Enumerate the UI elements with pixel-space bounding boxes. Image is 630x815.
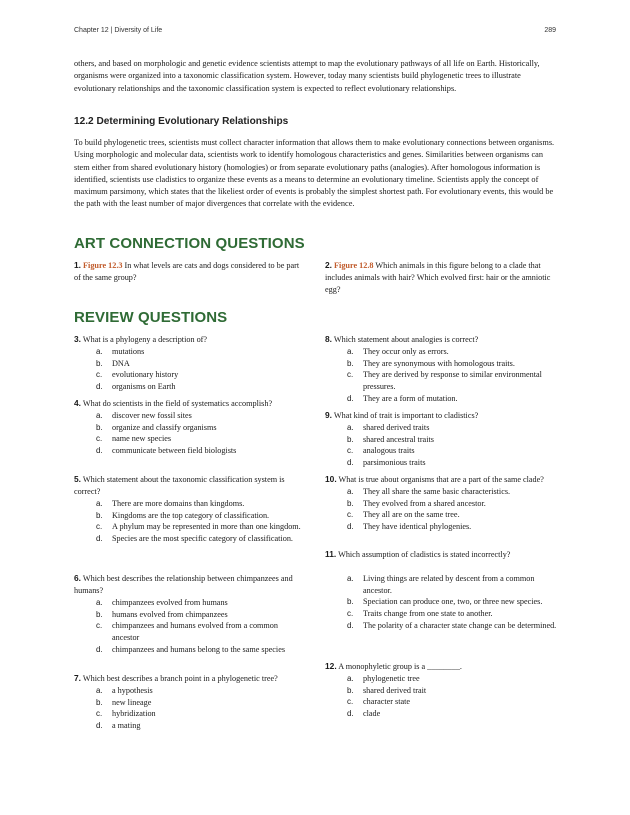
review-question <box>325 409 557 469</box>
answer-option <box>347 422 557 434</box>
option-letter: d. <box>347 393 354 403</box>
question-text: Which statement about analogies is correct? <box>332 335 479 344</box>
option-letter: d. <box>347 620 354 630</box>
section-title: 12.2 Determining Evolutionary Relationships <box>74 116 289 127</box>
option-letter: d. <box>347 522 354 532</box>
option-text: A phylum may be represented in more than one kingdom. <box>112 522 301 532</box>
answer-options <box>74 346 306 393</box>
answer-option <box>347 358 557 370</box>
question-number: 8. <box>325 334 332 344</box>
answer-option <box>96 422 306 434</box>
question-number: 1. <box>74 260 81 270</box>
option-letter: a. <box>347 674 354 683</box>
option-letter: b. <box>347 434 354 444</box>
review-heading-block <box>74 309 556 326</box>
option-text: They all share the same basic characteristics. <box>363 487 511 496</box>
option-letter: b. <box>96 697 103 707</box>
review-question <box>74 572 306 656</box>
question-text: What is a phylogeny a description of? <box>81 335 208 344</box>
option-letter: a. <box>96 347 103 356</box>
option-text: They have identical phylogenies. <box>363 522 472 532</box>
option-text: DNA <box>112 358 130 368</box>
intro-paragraph-block <box>74 58 556 95</box>
answer-option <box>96 410 306 422</box>
answer-option <box>347 685 557 697</box>
option-text: They are a form of mutation. <box>363 393 458 403</box>
question-text: What do scientists in the field of systematics accomplish? <box>81 399 273 408</box>
answer-option <box>347 708 557 720</box>
question-number: 4. <box>74 398 81 408</box>
option-text: phylogenetic tree <box>363 674 420 683</box>
question-number: 12. <box>325 661 337 671</box>
option-text: humans evolved from chimpanzees <box>112 609 228 619</box>
section-12-2-body <box>74 137 556 211</box>
option-letter: b. <box>347 358 354 368</box>
answer-option <box>347 673 557 685</box>
section-paragraph: To build phylogenetic trees, scientists must collect character information that allows them to make evolutionary connections between organisms. Using morphologic and molecular data, scientists work to identify homologous characteristics and genes. Similarities between organisms can stem either from shared evolutionary history (homologies) or from separate evolutionary paths (analogies). After homologous information is identified, scientists use cladistics to organize these events as a means to determine an evolutionary timeline. Scientists apply the concept of maximum parsimony, which states that the likeliest order of events is probably the simplest shortest path. For evolutionary events, this would be the path with the least number of major divergences that correlate with the evidence. <box>74 138 555 209</box>
option-letter: a. <box>347 487 354 496</box>
option-text: organisms on Earth <box>112 382 176 392</box>
option-letter: c. <box>347 609 354 619</box>
option-letter: d. <box>347 709 354 719</box>
option-letter: a. <box>347 574 354 583</box>
review-question <box>325 473 557 533</box>
option-letter: c. <box>96 434 103 444</box>
question-text: Which assumption of cladistics is stated incorrectly? <box>336 550 511 559</box>
answer-option <box>96 510 306 522</box>
answer-option <box>347 393 557 405</box>
option-letter: a. <box>96 411 103 420</box>
figure-link[interactable]: Figure 12.3 <box>83 261 123 270</box>
answer-option <box>347 573 557 596</box>
review-question <box>325 333 557 405</box>
option-letter: d. <box>96 446 103 456</box>
option-letter: c. <box>347 446 354 456</box>
option-letter: b. <box>347 597 354 607</box>
question-number: 2. <box>325 260 332 270</box>
page-number: 289 <box>544 27 556 34</box>
answer-option <box>96 498 306 510</box>
answer-option <box>96 358 306 370</box>
option-letter: c. <box>96 621 103 631</box>
answer-option <box>347 521 557 533</box>
answer-options <box>325 573 557 632</box>
question-number: 10. <box>325 474 337 484</box>
answer-option <box>96 644 306 656</box>
option-text: Kingdoms are the top category of classification. <box>112 510 270 520</box>
answer-options <box>325 422 557 469</box>
question-text: A monophyletic group is a ________. <box>336 662 462 671</box>
option-letter: d. <box>96 534 103 544</box>
review-question <box>325 548 557 632</box>
option-text: chimpanzees and humans evolved from a common ancestor <box>112 621 278 643</box>
question-text: What kind of trait is important to cladistics? <box>332 411 479 420</box>
option-text: They occur only as errors. <box>363 347 449 356</box>
option-letter: b. <box>96 358 103 368</box>
question-text: Which best describes a branch point in a phylogenetic tree? <box>81 674 278 683</box>
review-question <box>74 473 306 545</box>
answer-option <box>96 445 306 457</box>
option-text: parsimonious traits <box>363 458 426 468</box>
chapter-title: Chapter 12 | Diversity of Life <box>74 27 163 34</box>
answer-option <box>96 620 306 643</box>
answer-option <box>96 708 306 720</box>
answer-option <box>347 696 557 708</box>
answer-options <box>74 597 306 656</box>
option-text: chimpanzees evolved from humans <box>112 598 228 607</box>
option-letter: c. <box>347 370 354 380</box>
answer-option <box>96 533 306 545</box>
answer-options <box>74 685 306 732</box>
answer-option <box>347 445 557 457</box>
answer-options <box>325 673 557 720</box>
option-text: name new species <box>112 434 172 444</box>
option-text: shared derived traits <box>363 423 430 432</box>
answer-options <box>325 346 557 405</box>
option-letter: a. <box>96 499 103 508</box>
option-text: a mating <box>112 721 141 731</box>
answer-option <box>347 608 557 620</box>
art-connection-heading: ART CONNECTION QUESTIONS <box>74 235 305 252</box>
answer-options <box>74 410 306 457</box>
question-text: Which statement about the taxonomic classification system is correct? <box>74 475 285 496</box>
answer-option <box>347 457 557 469</box>
option-text: They are derived by response to similar environmental pressures. <box>363 370 542 392</box>
option-text: evolutionary history <box>112 370 179 380</box>
answer-option <box>96 609 306 621</box>
option-text: chimpanzees and humans belong to the same species <box>112 644 286 654</box>
option-text: They are synonymous with homologous traits. <box>363 358 515 368</box>
answer-option <box>347 596 557 608</box>
option-text: hybridization <box>112 709 156 719</box>
option-letter: c. <box>96 370 103 380</box>
answer-option <box>347 620 557 632</box>
answer-option <box>347 346 557 358</box>
answer-option <box>96 685 306 697</box>
question-text: In what levels are cats and dogs considered to be part of the same group? <box>74 261 300 282</box>
option-letter: c. <box>96 522 103 532</box>
option-text: mutations <box>112 347 145 356</box>
option-text: Traits change from one state to another. <box>363 609 493 619</box>
section-12-2 <box>74 116 556 127</box>
option-text: Species are the most specific category of classification. <box>112 534 293 544</box>
option-letter: d. <box>347 458 354 468</box>
intro-paragraph: others, and based on morphologic and genetic evidence scientists attempt to map the evolutionary pathways of all life on Earth. Historically, organisms were organized into a taxonomic classification system. However, today many scientists build phylogenetic trees to illustrate evolutionary relationships and the taxonomic classification system is expected to reflect evolutionary relationships. <box>74 59 540 93</box>
answer-option <box>96 369 306 381</box>
option-letter: a. <box>347 347 354 356</box>
answer-option <box>96 597 306 609</box>
option-text: Living things are related by descent from a common ancestor. <box>363 574 535 595</box>
option-text: They evolved from a shared ancestor. <box>363 498 486 508</box>
question-number: 6. <box>74 573 81 583</box>
question-number: 11. <box>325 549 337 559</box>
option-letter: b. <box>96 422 103 432</box>
answer-option <box>347 369 557 392</box>
answer-option <box>96 697 306 709</box>
option-text: There are more domains than kingdoms. <box>112 499 245 508</box>
option-text: communicate between field biologists <box>112 446 237 456</box>
option-letter: d. <box>96 644 103 654</box>
option-text: clade <box>363 709 381 719</box>
option-letter: d. <box>96 382 103 392</box>
answer-option <box>347 486 557 498</box>
option-text: shared derived trait <box>363 685 427 695</box>
review-question <box>74 397 306 457</box>
option-letter: c. <box>347 697 354 707</box>
question-text: Which animals in this figure belong to a clade that includes animals with hair? Which evolved first: hair or the amniotic egg? <box>325 261 551 294</box>
art-question-1 <box>74 259 304 284</box>
answer-option <box>96 381 306 393</box>
question-number: 5. <box>74 474 81 484</box>
art-question-2 <box>325 259 555 296</box>
option-text: They all are on the same tree. <box>363 510 460 520</box>
figure-link[interactable]: Figure 12.8 <box>334 261 374 270</box>
option-letter: c. <box>96 709 103 719</box>
art-connection-heading-block <box>74 235 556 252</box>
answer-options <box>74 498 306 545</box>
option-text: organize and classify organisms <box>112 422 217 432</box>
answer-option <box>96 521 306 533</box>
question-number: 7. <box>74 673 81 683</box>
option-text: Speciation can produce one, two, or three new species. <box>363 597 543 607</box>
answer-option <box>96 720 306 732</box>
answer-option <box>96 346 306 358</box>
option-letter: b. <box>96 609 103 619</box>
question-number: 9. <box>325 410 332 420</box>
option-letter: c. <box>347 510 354 520</box>
option-text: discover new fossil sites <box>112 411 192 420</box>
option-text: new lineage <box>112 697 152 707</box>
answer-option <box>96 433 306 445</box>
option-letter: a. <box>96 686 103 695</box>
review-question <box>74 672 306 732</box>
option-letter: b. <box>96 510 103 520</box>
answer-options <box>325 486 557 533</box>
question-text: Which best describes the relationship between chimpanzees and humans? <box>74 574 293 595</box>
answer-option <box>347 434 557 446</box>
option-letter: d. <box>96 721 103 731</box>
option-text: shared ancestral traits <box>363 434 434 444</box>
option-text: analogous traits <box>363 446 415 456</box>
answer-option <box>347 509 557 521</box>
review-question <box>74 333 306 393</box>
review-heading: REVIEW QUESTIONS <box>74 309 228 326</box>
question-text: What is true about organisms that are a part of the same clade? <box>336 475 544 484</box>
option-text: The polarity of a character state change can be determined. <box>363 620 557 630</box>
option-text: character state <box>363 697 411 707</box>
review-question <box>325 660 557 720</box>
option-letter: b. <box>347 685 354 695</box>
question-number: 3. <box>74 334 81 344</box>
option-letter: a. <box>96 598 103 607</box>
answer-option <box>347 498 557 510</box>
option-letter: b. <box>347 498 354 508</box>
option-text: a hypothesis <box>112 686 153 695</box>
running-header <box>74 27 556 34</box>
option-letter: a. <box>347 423 354 432</box>
